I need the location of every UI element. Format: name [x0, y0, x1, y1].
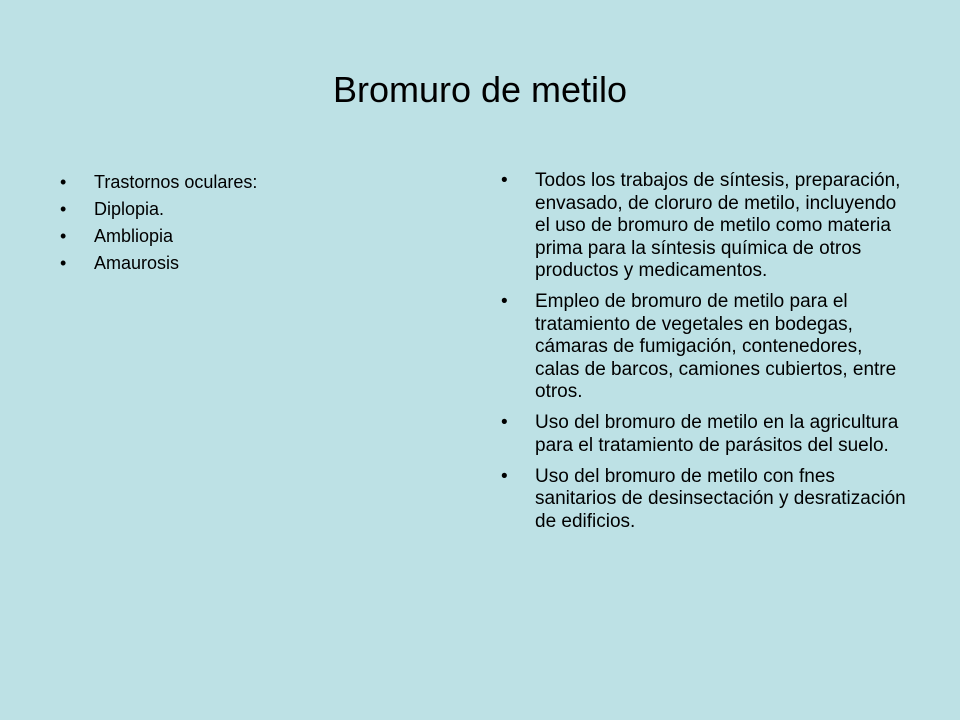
list-item-text: Diplopia.	[94, 199, 165, 219]
slide-title: Bromuro de metilo	[332, 69, 628, 110]
list-item	[60, 171, 440, 193]
list-item	[501, 170, 911, 283]
right-bullet-list	[501, 170, 911, 542]
list-item	[501, 412, 911, 457]
bullet-icon: •	[60, 199, 67, 219]
list-item	[501, 291, 911, 404]
list-item-text: Todos los trabajos de síntesis, preparación, envasado, de cloruro de metilo, incluyendo el uso de bromuro de metilo como materia prima para la síntesis química de otros productos y medicamentos.	[535, 170, 901, 281]
bullet-icon: •	[60, 172, 67, 192]
list-item-text: Ambliopia	[94, 226, 174, 246]
list-item	[60, 225, 440, 247]
left-bullet-list	[60, 171, 440, 279]
bullet-icon: •	[501, 291, 508, 312]
list-item-text: Empleo de bromuro de metilo para el tratamiento de vegetales en bodegas, cámaras de fumigación, contenedores, calas de barcos, camiones cubiertos, entre otros.	[535, 291, 897, 402]
bullet-icon: •	[501, 465, 508, 487]
list-item	[501, 466, 911, 534]
list-item-text: Trastornos oculares:	[94, 172, 258, 192]
list-item-text: Uso del bromuro de metilo con fnes sanitarios de desinsectación y desratización de edificios.	[535, 465, 906, 532]
list-item-text: Amaurosis	[94, 253, 180, 273]
list-item	[60, 198, 440, 220]
list-item-text: Uso del bromuro de metilo en la agricultura para el tratamiento de parásitos del suelo.	[535, 412, 899, 456]
bullet-icon: •	[501, 170, 508, 191]
bullet-icon: •	[60, 253, 67, 273]
bullet-icon: •	[501, 412, 508, 433]
list-item	[60, 252, 440, 274]
bullet-icon: •	[60, 226, 67, 246]
